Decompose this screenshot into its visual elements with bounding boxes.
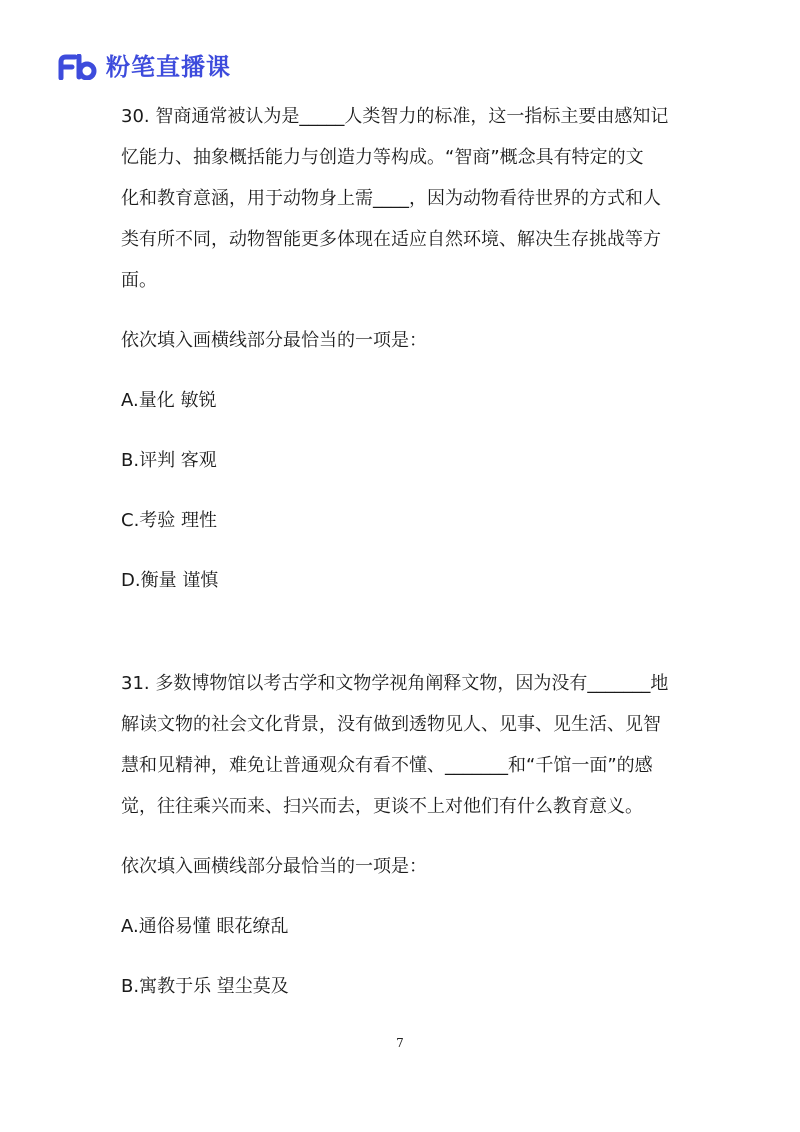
question-31 xyxy=(121,663,691,1007)
question-31-option-b: B.寓教于乐 望尘莫及 xyxy=(121,976,289,997)
question-30-prompt: 依次填入画横线部分最恰当的一项是： xyxy=(121,330,427,351)
question-30-option-b: B.评判 客观 xyxy=(121,450,217,471)
question-30-line-4: 类有所不同，动物智能更多体现在适应自然环境、解决生存挑战等方 xyxy=(121,229,661,250)
brand-name: 粉笔直播课 xyxy=(106,53,231,81)
question-30-line-5: 面。 xyxy=(121,270,157,291)
question-31-line-1: 31. 多数博物馆以考古学和文物学视角阐释文物，因为没有_______地 xyxy=(121,673,669,694)
question-30-line-2: 忆能力、抽象概括能力与创造力等构成。“智商”概念具有特定的文 xyxy=(121,147,644,168)
question-31-line-4: 觉，往往乘兴而来、扫兴而去，更谈不上对他们有什么教育意义。 xyxy=(121,796,643,817)
question-30-option-c: C.考验 理性 xyxy=(121,510,218,531)
question-31-option-a: A.通俗易懂 眼花缭乱 xyxy=(121,916,289,937)
question-30-line-3: 化和教育意涵，用于动物身上需____，因为动物看待世界的方式和人 xyxy=(121,188,661,209)
page-header xyxy=(58,50,231,84)
page-number: 7 xyxy=(396,1036,404,1050)
document-body xyxy=(121,96,691,1007)
question-31-prompt: 依次填入画横线部分最恰当的一项是： xyxy=(121,856,427,877)
question-30-option-a: A.量化 敏锐 xyxy=(121,390,217,411)
question-30 xyxy=(121,96,691,601)
fb-logo-icon xyxy=(58,54,98,80)
question-31-line-3: 慧和见精神，难免让普通观众有看不懂、_______和“千馆一面”的感 xyxy=(121,755,653,776)
question-31-line-2: 解读文物的社会文化背景，没有做到透物见人、见事、见生活、见智 xyxy=(121,714,661,735)
question-30-line-1: 30. 智商通常被认为是_____人类智力的标准，这一指标主要由感知记 xyxy=(121,106,669,127)
question-30-option-d: D.衡量 谨慎 xyxy=(121,570,219,591)
